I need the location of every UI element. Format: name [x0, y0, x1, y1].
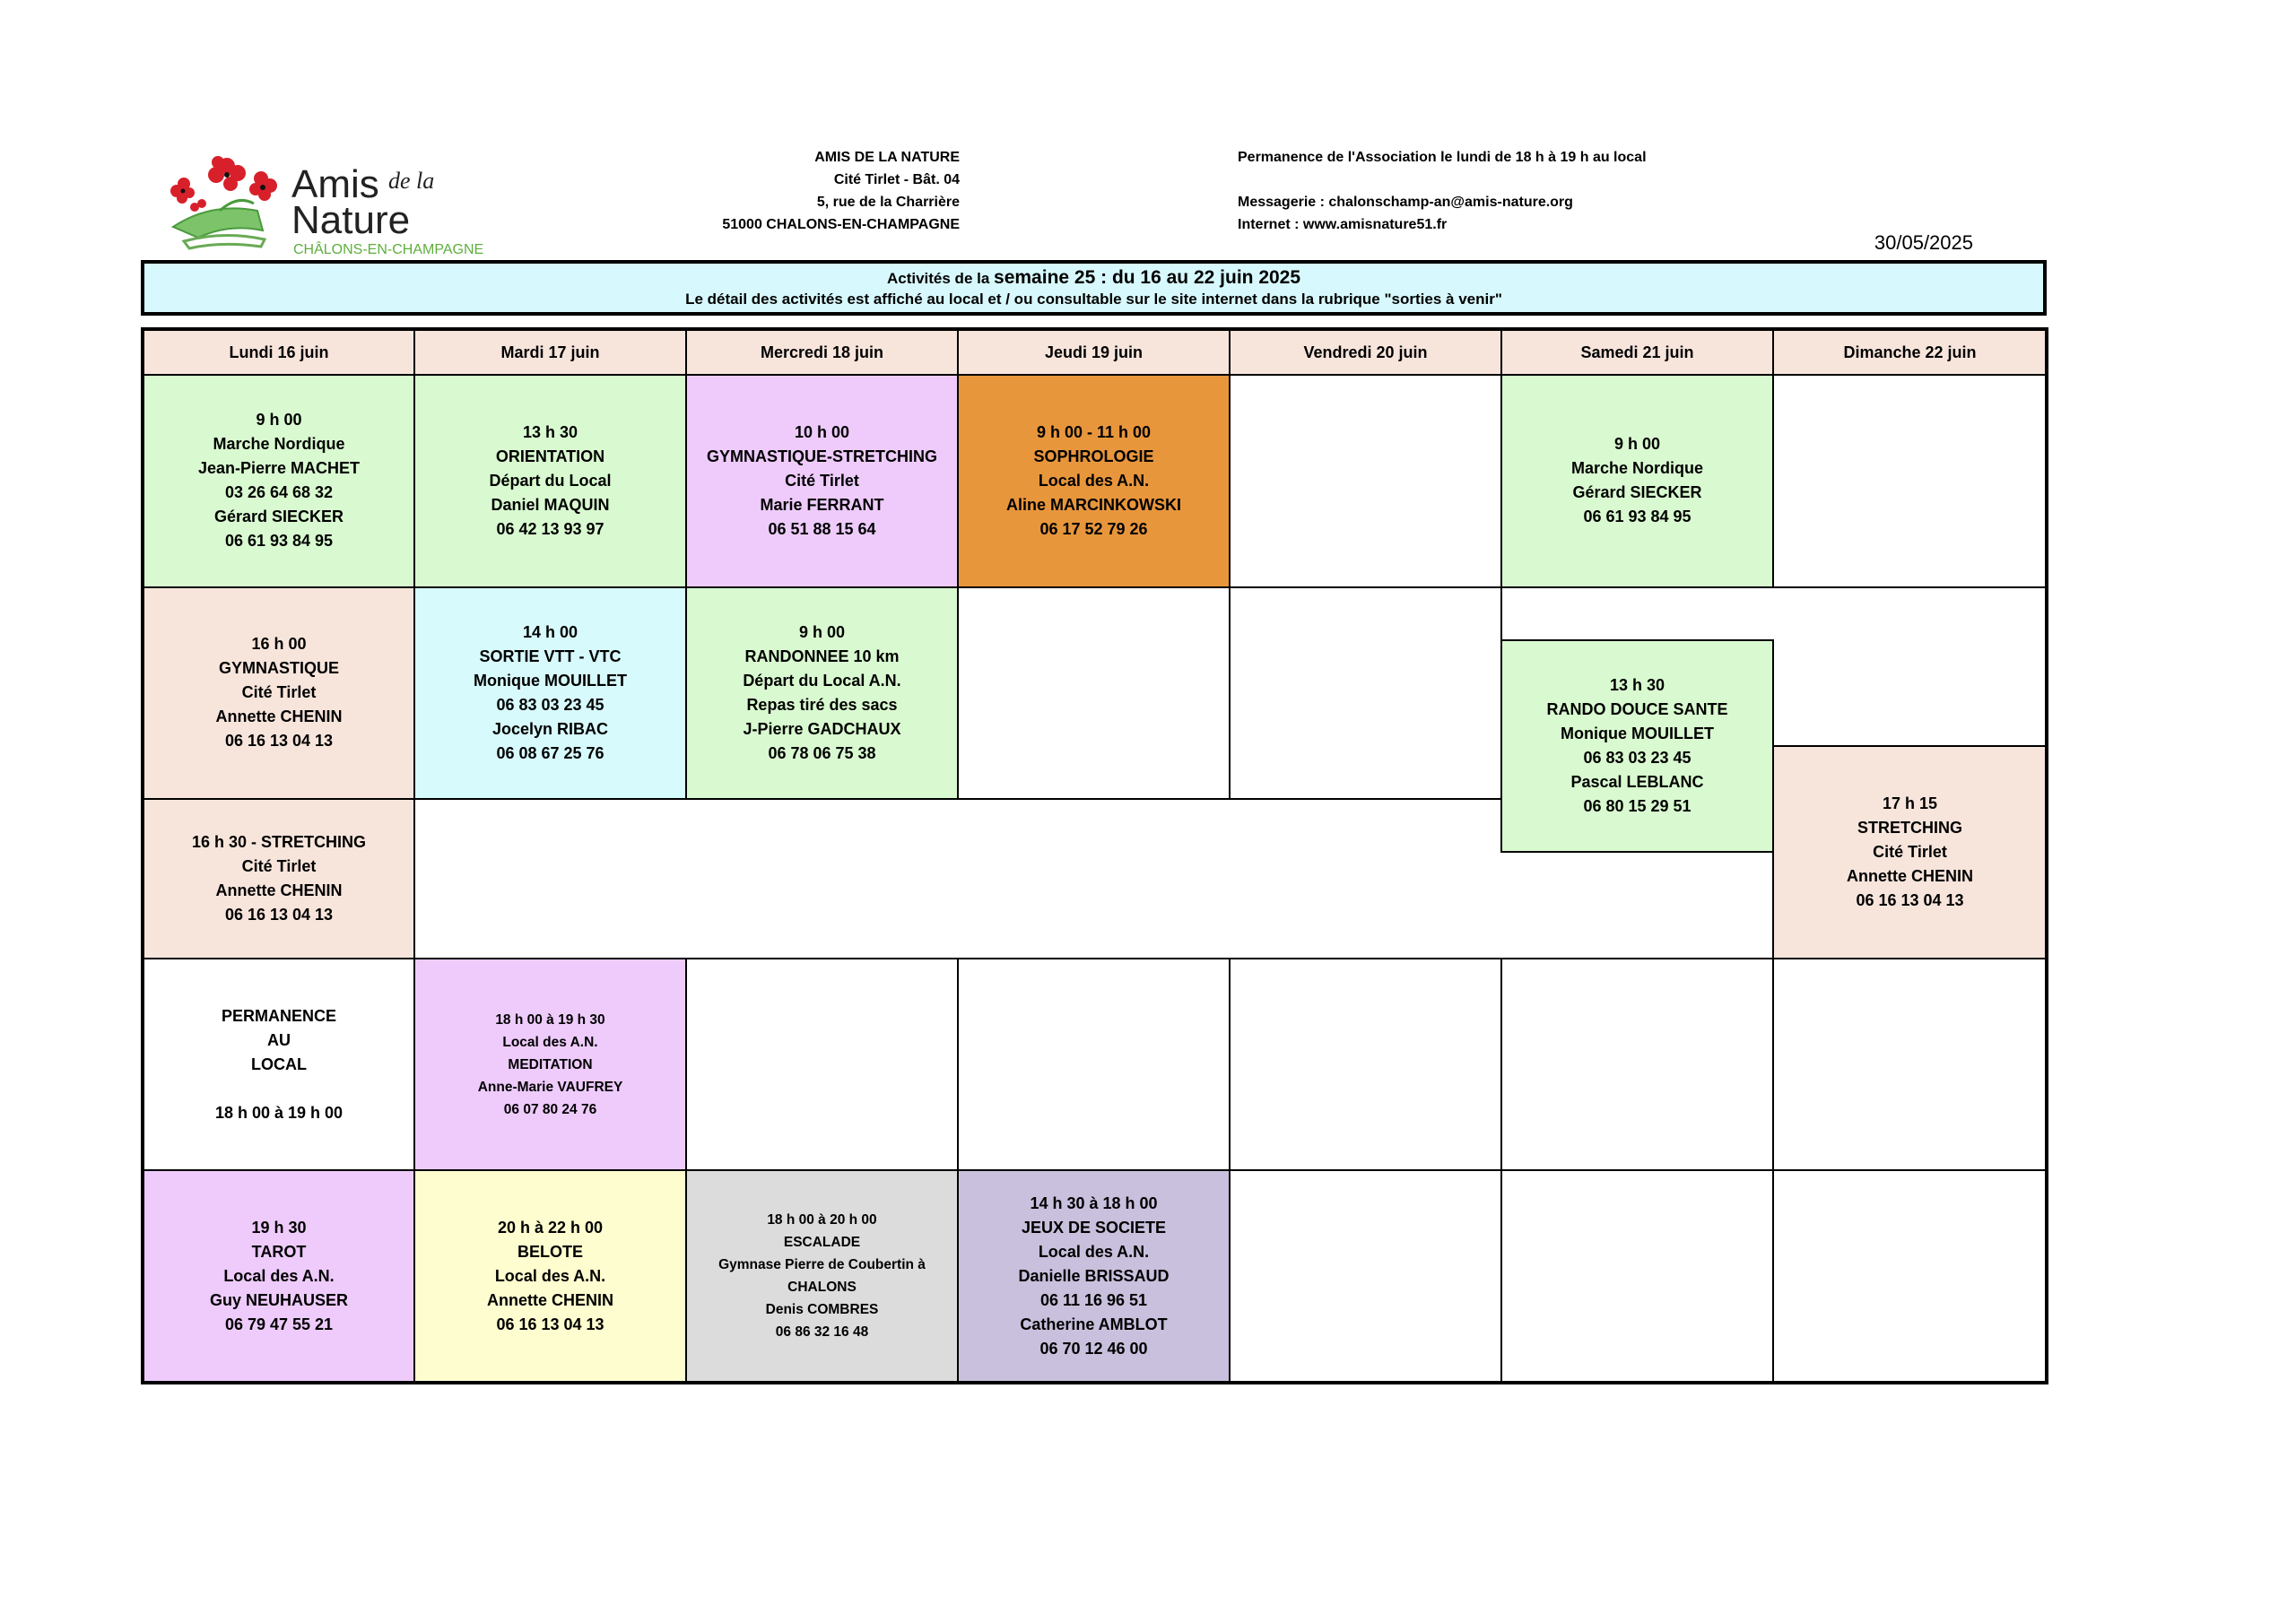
activity-line: Local des A.N. — [223, 1266, 335, 1285]
activity-line: 06 16 13 04 13 — [496, 1315, 604, 1333]
activity-line: Annette CHENIN — [486, 1290, 613, 1309]
activity-cell — [958, 375, 1230, 587]
schedule-slot-row — [143, 375, 2047, 428]
activity-line: 14 h 30 à 18 h 00 — [1030, 1193, 1158, 1212]
weekly-schedule-table — [141, 327, 2048, 1384]
activity-line: SORTIE VTT - VTC — [479, 647, 622, 665]
activity-line: SOPHROLOGIE — [1033, 447, 1154, 465]
activity-line: 10 h 00 — [794, 422, 850, 441]
activity-line: Anne-Marie VAUFREY — [477, 1079, 623, 1095]
activity-line: ESCALADE — [783, 1235, 861, 1251]
activity-line: Cité Tirlet — [241, 683, 317, 702]
activity-line: AU — [267, 1030, 291, 1049]
activity-line: J-Pierre GADCHAUX — [743, 719, 901, 738]
activity-line — [147, 1077, 411, 1101]
schedule-slot-row — [143, 906, 2047, 959]
activity-line: Jocelyn RIBAC — [491, 719, 609, 738]
day-header: Dimanche 22 juin — [1773, 329, 2047, 375]
org-city: 51000 CHALONS-EN-CHAMPAGNE — [722, 217, 960, 232]
activity-cell — [958, 1170, 1230, 1383]
day-header: Lundi 16 juin — [143, 329, 414, 375]
banner-title — [144, 267, 2043, 290]
organization-address — [628, 146, 960, 236]
activity-line: 06 83 03 23 45 — [1583, 749, 1692, 768]
banner-prefix: Activités de la — [886, 270, 990, 287]
activity-line: Gérard SIECKER — [1572, 483, 1702, 502]
schedule-body — [143, 375, 2047, 1383]
activity-cell — [686, 1170, 958, 1383]
svg-text:Amis: Amis — [291, 162, 379, 206]
activity-line: STRETCHING — [1857, 818, 1962, 837]
schedule-slot-row — [143, 959, 2047, 1011]
org-name: AMIS DE LA NATURE — [814, 150, 960, 165]
activity-line: Local des A.N. — [1038, 1242, 1150, 1261]
activity-line: Départ du Local — [489, 471, 612, 490]
empty-cell — [1773, 1170, 2047, 1383]
activity-line: Danielle BRISSAUD — [1018, 1266, 1170, 1285]
activity-line: 19 h 30 — [251, 1218, 307, 1237]
activity-line: 06 51 88 15 64 — [768, 519, 876, 538]
activity-line: 06 16 13 04 13 — [224, 905, 334, 924]
day-header: Mercredi 18 juin — [686, 329, 958, 375]
activity-line: 06 61 93 84 95 — [1583, 508, 1692, 526]
activity-line: Marche Nordique — [213, 435, 345, 454]
activity-line: GYMNASTIQUE — [218, 659, 339, 678]
activity-line: 14 h 00 — [522, 622, 578, 641]
svg-text:Nature: Nature — [291, 198, 411, 242]
activity-cell — [143, 959, 414, 1171]
contact-spacer — [1238, 169, 1866, 191]
activity-line: 06 16 13 04 13 — [1856, 890, 1964, 909]
empty-cell — [1773, 375, 2047, 587]
activity-line: 9 h 00 — [798, 622, 846, 641]
activity-line: Local des A.N. — [494, 1266, 606, 1285]
activity-line: Cité Tirlet — [785, 471, 859, 490]
activity-line: 06 79 47 55 21 — [224, 1315, 334, 1333]
activity-cell — [414, 587, 686, 800]
activity-line: CHALONS — [787, 1280, 857, 1296]
activity-line: 06 17 52 79 26 — [1039, 519, 1148, 538]
activity-line: RANDO DOUCE SANTE — [1546, 700, 1728, 719]
schedule-slot-row — [143, 852, 2047, 905]
activity-line: Daniel MAQUIN — [491, 495, 610, 514]
activity-line: 16 h 30 - STRETCHING — [191, 832, 367, 851]
activity-cell — [143, 799, 414, 958]
activity-line: Local des A.N. — [1038, 471, 1150, 490]
activity-line: Guy NEUHAUSER — [209, 1290, 349, 1309]
activity-line: Cité Tirlet — [1873, 842, 1947, 861]
activity-cell — [414, 375, 686, 587]
activity-cell — [1501, 375, 1773, 587]
banner-week: semaine 25 : du 16 au 22 juin 2025 — [994, 267, 1301, 288]
empty-cell — [1230, 375, 1501, 587]
activity-line: 06 86 32 16 48 — [775, 1324, 869, 1341]
svg-text:de la: de la — [388, 168, 435, 194]
empty-cell — [958, 959, 1230, 1171]
activity-cell — [414, 959, 686, 1171]
activity-line: 06 16 13 04 13 — [224, 732, 334, 751]
day-header: Samedi 21 juin — [1501, 329, 1773, 375]
activity-line: Catherine AMBLOT — [1020, 1315, 1168, 1333]
empty-cell — [1230, 959, 1501, 1171]
activity-cell — [414, 1170, 686, 1383]
activity-line: 20 h à 22 h 00 — [497, 1218, 604, 1237]
activity-line: Monique MOUILLET — [474, 671, 627, 690]
activity-line: 17 h 15 — [1882, 794, 1938, 812]
activity-line: PERMANENCE — [221, 1006, 336, 1025]
activity-cell — [686, 587, 958, 800]
activity-line: Marche Nordique — [1570, 459, 1704, 478]
activity-cell — [1501, 640, 1773, 853]
activity-line: Jean-Pierre MACHET — [197, 459, 361, 478]
svg-text:CHÂLONS-EN-CHAMPAGNE: CHÂLONS-EN-CHAMPAGNE — [293, 242, 484, 257]
activity-line: 9 h 00 — [256, 411, 302, 430]
activity-line: Pascal LEBLANC — [1570, 773, 1704, 792]
activity-line: TAROT — [251, 1242, 307, 1261]
document-date: 30/05/2025 — [1874, 231, 1973, 254]
activity-line: 16 h 00 — [251, 635, 307, 654]
activity-line: RANDONNEE 10 km — [744, 647, 900, 665]
activity-line: Denis COMBRES — [765, 1302, 879, 1318]
empty-cell — [958, 587, 1230, 800]
activity-line: 03 26 64 68 32 — [224, 483, 334, 502]
org-building: Cité Tirlet - Bât. 04 — [833, 172, 960, 187]
permanence-note: Permanence de l'Association le lundi de 18 h à 19 h au local — [1238, 150, 1647, 165]
activity-line: Local des A.N. — [502, 1034, 598, 1050]
activity-line: Aline MARCINKOWSKI — [1006, 495, 1181, 514]
schedule-slot-row — [143, 1170, 2047, 1223]
activity-line: GYMNASTIQUE-STRETCHING — [706, 447, 937, 465]
activity-line: ORIENTATION — [495, 447, 605, 465]
activity-cell — [143, 1170, 414, 1383]
activity-line: Repas tiré des sacs — [746, 695, 898, 714]
activity-line: 06 80 15 29 51 — [1583, 797, 1692, 816]
activity-line: 06 08 67 25 76 — [496, 743, 604, 762]
activity-cell — [686, 375, 958, 587]
banner-detail: Le détail des activités est affiché au local et / ou consultable sur le site internet dans la rubrique "sorties à venir" — [685, 291, 1502, 308]
activity-line: 18 h 00 à 20 h 00 — [767, 1212, 877, 1228]
activity-line: LOCAL — [251, 1055, 307, 1073]
activity-line: 18 h 00 à 19 h 00 — [214, 1103, 344, 1122]
activity-line: 9 h 00 — [1613, 435, 1661, 454]
activity-line: 06 70 12 46 00 — [1039, 1339, 1148, 1358]
activity-cell — [143, 375, 414, 587]
activity-line: Cité Tirlet — [241, 856, 317, 875]
activity-line: 13 h 30 — [522, 422, 578, 441]
empty-cell — [686, 959, 958, 1171]
activity-line: JEUX DE SOCIETE — [1021, 1218, 1167, 1237]
week-banner — [141, 260, 2047, 316]
activity-line: 13 h 30 — [1609, 676, 1665, 695]
activity-line: BELOTE — [517, 1242, 583, 1261]
activity-line: Départ du Local A.N. — [743, 671, 901, 690]
empty-cell — [1230, 1170, 1501, 1383]
contact-website: Internet : www.amisnature51.fr — [1238, 217, 1448, 232]
activity-cell — [1773, 746, 2047, 959]
activity-line: Marie FERRANT — [760, 495, 884, 514]
contact-email: Messagerie : chalonschamp-an@amis-nature.org — [1238, 195, 1573, 210]
activity-line: Gymnase Pierre de Coubertin à — [718, 1257, 926, 1273]
empty-cell — [1501, 959, 1773, 1171]
amis-de-la-nature-logo — [157, 148, 552, 260]
activity-line: 06 78 06 75 38 — [768, 743, 876, 762]
activity-line: 18 h 00 à 19 h 30 — [495, 1011, 605, 1028]
day-header: Mardi 17 juin — [414, 329, 686, 375]
day-header: Jeudi 19 juin — [958, 329, 1230, 375]
org-street: 5, rue de la Charrière — [816, 195, 960, 210]
activity-line: Annette CHENIN — [215, 707, 343, 726]
schedule-slot-row — [143, 587, 2047, 640]
activity-line: 06 61 93 84 95 — [224, 532, 334, 551]
activity-line: Gérard SIECKER — [213, 508, 344, 526]
activity-line: 9 h 00 - 11 h 00 — [1036, 422, 1152, 441]
empty-cell — [1230, 587, 1501, 800]
activity-line: 06 07 80 24 76 — [503, 1101, 597, 1117]
empty-cell — [1501, 1170, 1773, 1383]
activity-cell — [143, 587, 414, 800]
activity-line: Annette CHENIN — [1846, 866, 1973, 885]
day-header-row — [143, 329, 2047, 375]
activity-line: 06 11 16 96 51 — [1039, 1290, 1148, 1309]
activity-line: 06 83 03 23 45 — [496, 695, 604, 714]
organization-contact — [1238, 146, 1866, 236]
activity-line: 06 42 13 93 97 — [496, 519, 604, 538]
activity-line: Monique MOUILLET — [1561, 725, 1714, 743]
activity-line: MEDITATION — [508, 1056, 593, 1072]
day-header: Vendredi 20 juin — [1230, 329, 1501, 375]
activity-line: Annette CHENIN — [215, 881, 343, 899]
